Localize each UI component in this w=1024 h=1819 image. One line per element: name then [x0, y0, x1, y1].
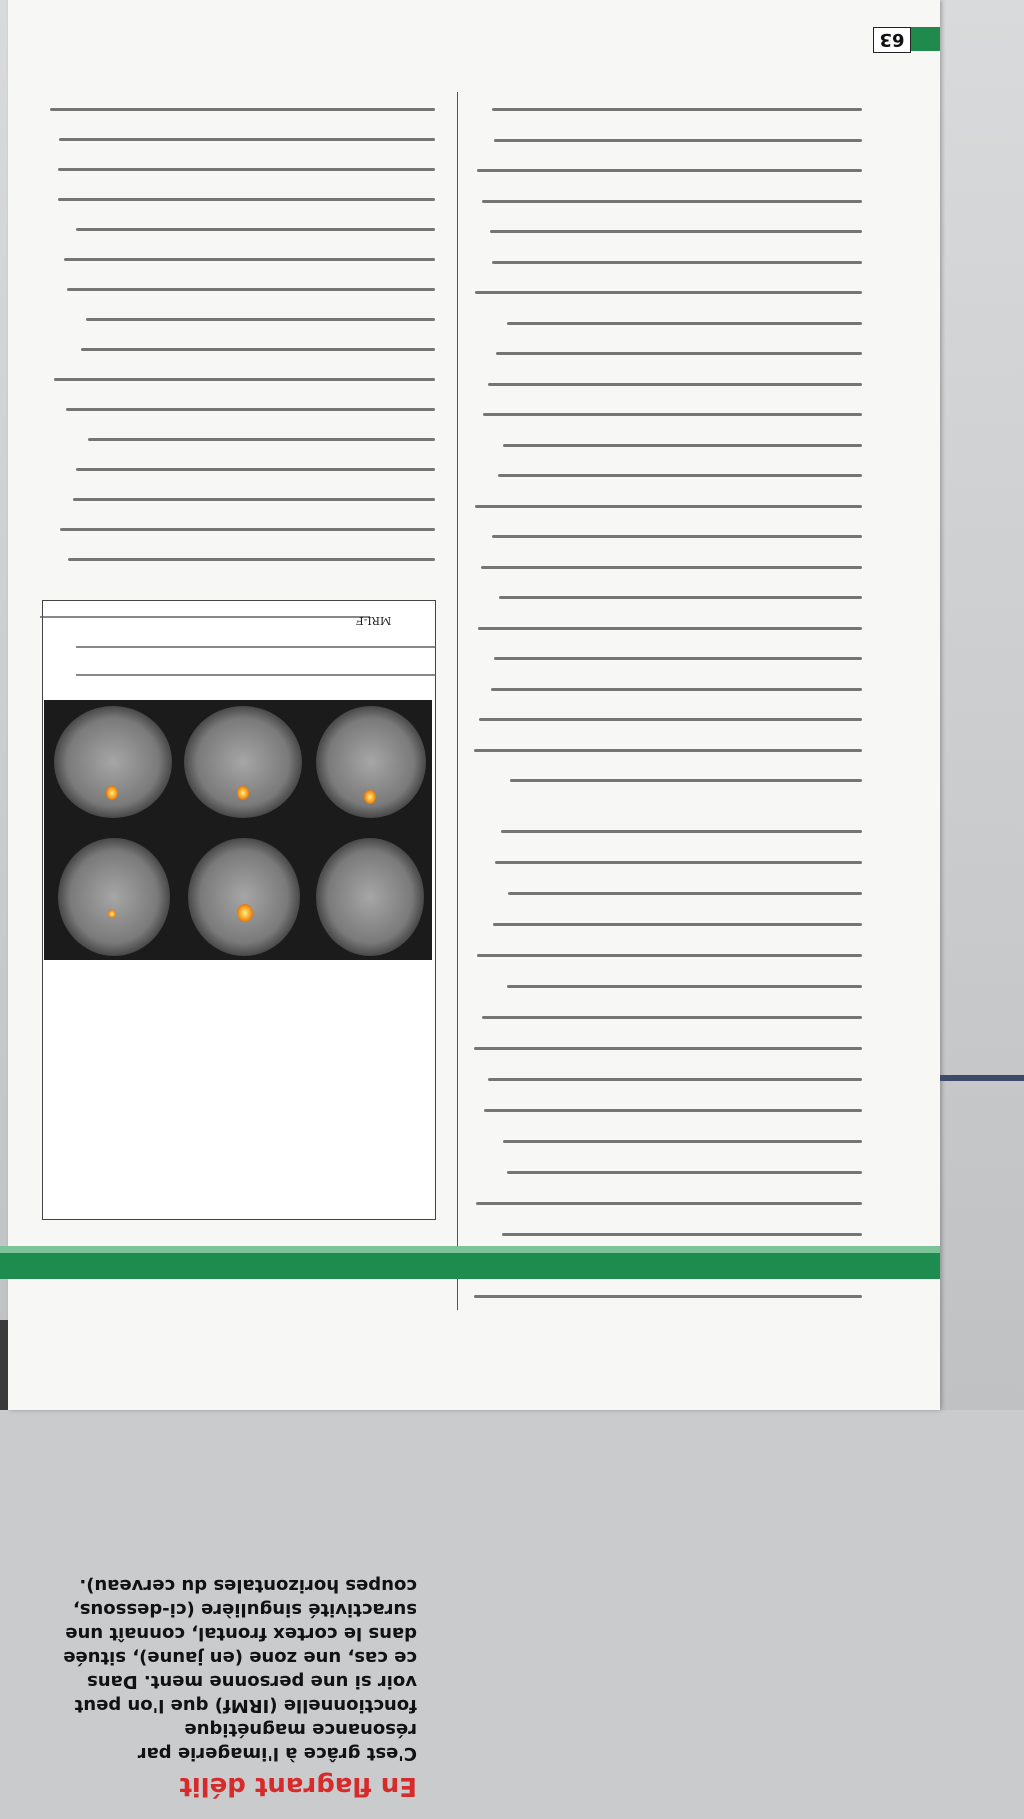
- text-line: [483, 413, 862, 416]
- mri-image-grid: [44, 700, 432, 960]
- text-line: [492, 535, 862, 538]
- text-line: [507, 322, 862, 325]
- text-line: [482, 1016, 862, 1019]
- text-line: [86, 318, 435, 321]
- text-line: [482, 200, 862, 203]
- text-line: [490, 230, 862, 233]
- text-line: [507, 1171, 862, 1174]
- binding-edge: [0, 1320, 8, 1410]
- text-line: [495, 861, 862, 864]
- text-line: [494, 657, 862, 660]
- sidebar-text-block: [43, 1559, 435, 1819]
- text-line: [488, 1078, 862, 1081]
- text-line: [478, 627, 862, 630]
- caption-line: [76, 646, 436, 648]
- text-line: [488, 383, 862, 386]
- text-line: [481, 566, 862, 569]
- mri-slice: [54, 706, 172, 818]
- activation-highlight: [108, 910, 116, 918]
- text-line: [76, 468, 435, 471]
- text-line: [88, 438, 435, 441]
- page-number-tab: [911, 27, 940, 51]
- text-line: [484, 1109, 862, 1112]
- figure-label: MRI-F: [356, 614, 392, 627]
- text-line: [81, 348, 435, 351]
- text-line: [508, 892, 862, 895]
- mri-slice: [316, 838, 424, 956]
- text-line: [67, 288, 435, 291]
- column-divider: [457, 92, 458, 1310]
- text-line: [475, 505, 862, 508]
- text-line: [474, 749, 862, 752]
- text-line: [479, 718, 862, 721]
- text-line: [499, 596, 862, 599]
- text-line: [494, 139, 862, 142]
- text-line: [66, 408, 435, 411]
- text-line: [60, 528, 435, 531]
- activation-highlight: [364, 790, 376, 804]
- text-line: [496, 352, 862, 355]
- page-number: 63: [873, 27, 911, 53]
- text-line: [498, 474, 862, 477]
- caption-line: [40, 616, 370, 618]
- text-line: [477, 169, 862, 172]
- text-line: [492, 261, 862, 264]
- text-line: [503, 444, 862, 447]
- text-line: [474, 1295, 862, 1298]
- text-line: [475, 291, 862, 294]
- text-line: [502, 1233, 862, 1236]
- edge-shadow: [940, 1075, 1024, 1081]
- footer-band-light: [0, 1246, 940, 1253]
- footer-band: [0, 1253, 940, 1279]
- mri-slice: [188, 838, 300, 956]
- text-line: [507, 985, 862, 988]
- text-line: [474, 1047, 862, 1050]
- text-line: [501, 830, 862, 833]
- text-line: [50, 108, 435, 111]
- text-line: [76, 228, 435, 231]
- text-line: [477, 954, 862, 957]
- activation-highlight: [237, 904, 253, 922]
- text-line: [54, 378, 435, 381]
- text-line: [510, 779, 862, 782]
- mri-slice: [58, 838, 170, 956]
- text-line: [503, 1140, 862, 1143]
- text-line: [493, 923, 862, 926]
- text-line: [58, 198, 435, 201]
- activation-highlight: [237, 786, 249, 800]
- sidebar-title: En flagrant délit: [179, 1771, 417, 1801]
- text-line: [68, 558, 435, 561]
- text-line: [64, 258, 435, 261]
- text-line: [491, 688, 862, 691]
- caption-line: [76, 674, 436, 676]
- text-line: [59, 138, 435, 141]
- text-line: [476, 1202, 862, 1205]
- activation-highlight: [106, 786, 118, 800]
- mri-slice: [184, 706, 302, 818]
- text-line: [73, 498, 435, 501]
- text-line: [58, 168, 435, 171]
- sidebar-body: C'est grâce à l'imagerie par résonance magnétique fonctionnelle (IRMf) que l'on peut voir si une personne ment. Dans ce cas, une zone (en jaune), située dans le cortex frontal, connaît une suractivité singulière (ci-dessous, coupes horizontales du cerveau).: [63, 1575, 417, 1764]
- text-line: [492, 108, 862, 111]
